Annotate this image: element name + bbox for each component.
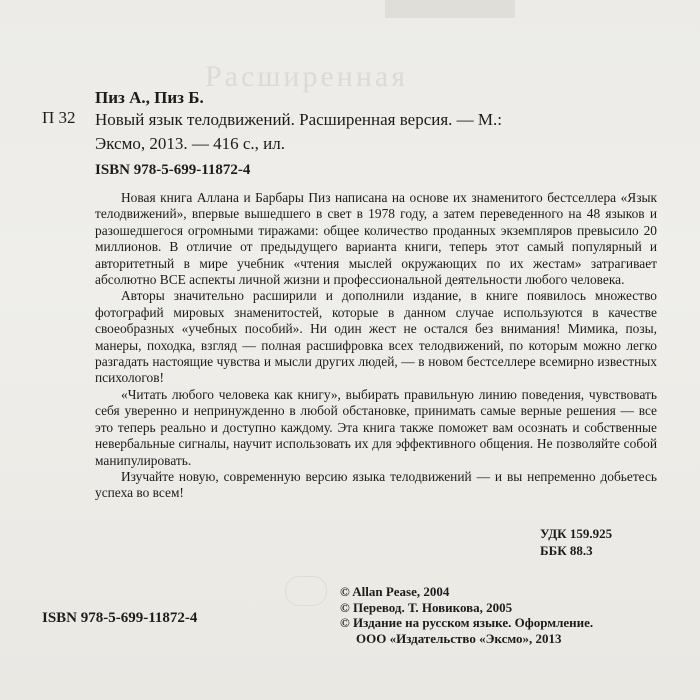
title-line-1: Новый язык телодвижений. Расширенная версия. — М.:	[95, 110, 503, 129]
bibliographic-title	[95, 108, 655, 156]
copyright-line-2: © Перевод. Т. Новикова, 2005	[340, 599, 513, 615]
author-code: П 32	[42, 108, 76, 127]
udc-code: УДК 159.925	[540, 526, 613, 541]
bleed-through-text: Расширенная	[205, 60, 409, 93]
classification	[540, 525, 612, 559]
copyright-line-3: © Издание на русском языке. Оформление.	[340, 615, 594, 630]
title-line-2: Эксмо, 2013. — 416 с., ил.	[95, 134, 285, 153]
bbk-code: ББК 88.3	[540, 543, 593, 558]
isbn-top: ISBN 978-5-699-11872-4	[95, 162, 251, 178]
copyright-block	[340, 584, 593, 646]
bleed-through-stamp	[285, 576, 327, 606]
annotation-paragraph-3: «Читать любого человека как книгу», выбирать правильную линию поведения, чувствовать себя уверенно и непринужденно в любой обстановке, принимать самые верные решения — все это теперь реально и доступно каждому. Эта книга также поможет вам осознать и собственные невербальные сигналы, научит использовать их для эффективного общения. Не позволяйте собой манипулировать.	[95, 386, 657, 468]
annotation-paragraph-2: Авторы значительно расширили и дополнили издание, в книге появилось множество фотографий мировых знаменитостей, которые в данном случае используются в качестве своеобразных «учебных пособий». Ни один жест не остался без внимания! Мимика, позы, манеры, походка, взгляд — полная расшифровка всех телодвижений, по которым можно легко разгадать настоящие чувства и мысли других людей, — в новом бестселлере всемирно известных психологов!	[95, 288, 657, 386]
annotation-paragraph-4: Изучайте новую, современную версию языка телодвижений — и вы непременно добьетесь успеха во всем!	[95, 468, 657, 501]
annotation-paragraph-1: Новая книга Аллана и Барбары Пиз написана на основе их знаменитого бестселлера «Язык телодвижений», впервые вышедшего в свет в 1978 году, а затем переведенного на 48 языков и разошедшегося огромными тиражами: общее количество проданных экземпляров превысило 20 миллионов. В отличие от предыдущего варианта книги, теперь этот самый популярный и авторитетный в мире учебник «чтения мыслей окружающих по их жестам» затрагивает абсолютно ВСЕ аспекты личной жизни и профессиональной деятельности любого человека.	[95, 190, 657, 288]
copyright-line-4: ООО «Издательство «Эксмо», 2013	[356, 630, 562, 646]
bleed-through-bar	[385, 0, 515, 18]
authors: Пиз А., Пиз Б.	[95, 88, 204, 107]
annotation	[95, 190, 657, 502]
copyright-line-1: © Allan Pease, 2004	[340, 584, 450, 599]
isbn-bottom: ISBN 978-5-699-11872-4	[42, 610, 198, 626]
